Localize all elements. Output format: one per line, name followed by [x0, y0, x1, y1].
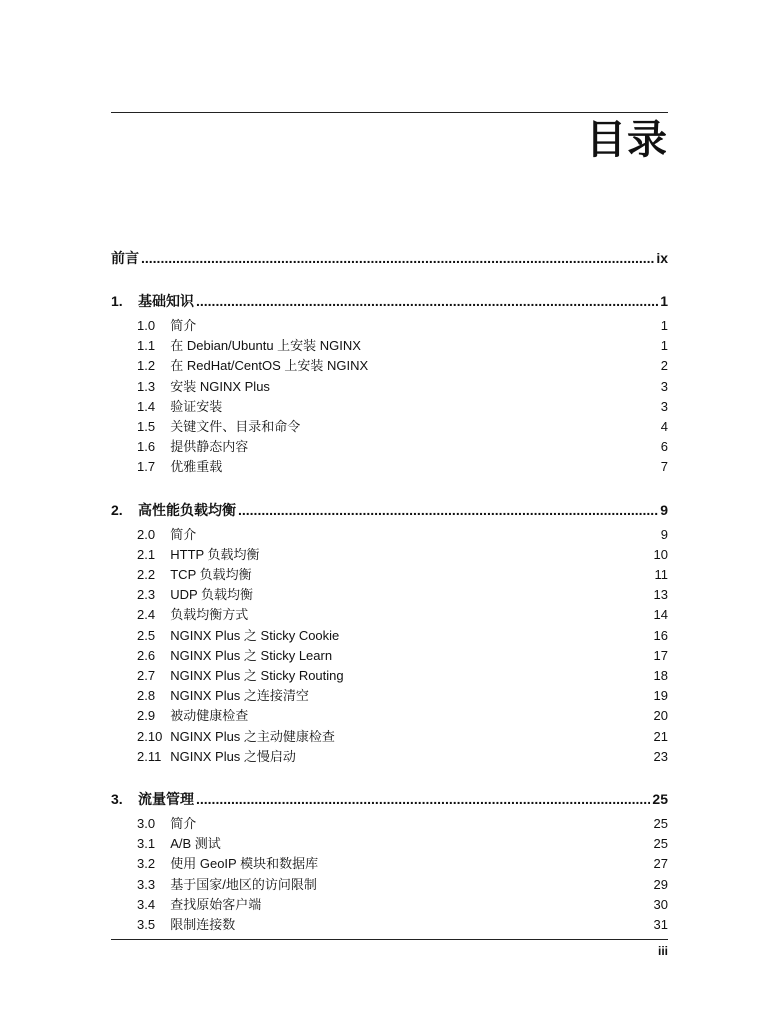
section-title: NGINX Plus 之 Sticky Cookie: [170, 627, 340, 643]
toc-section-entry[interactable]: [137, 626, 668, 646]
chapter-list: [111, 290, 668, 935]
chapter-title: 高性能负载均衡: [138, 501, 236, 518]
section-label: [137, 686, 309, 706]
section-number: 2.3: [137, 587, 156, 603]
page-title: 目录: [586, 118, 668, 162]
section-number: 2.0: [137, 526, 156, 542]
section-label: [137, 545, 260, 565]
toc-section-entry[interactable]: [137, 437, 668, 457]
section-page: 13: [653, 587, 668, 603]
section-title: 被动健康检查: [170, 708, 249, 724]
toc-section-entry[interactable]: [137, 686, 668, 706]
section-page: 3: [660, 398, 668, 414]
toc-section-entry[interactable]: [137, 356, 668, 376]
section-number: 3.2: [137, 856, 156, 872]
section-title: 在 Debian/Ubuntu 上安装 NGINX: [170, 338, 361, 354]
section-label: [137, 437, 248, 457]
section-title: NGINX Plus 之 Sticky Routing: [170, 668, 344, 684]
section-number: 2.2: [137, 567, 156, 583]
section-label: [137, 834, 221, 854]
section-page: 10: [653, 546, 668, 562]
chapter-page: 25: [652, 791, 668, 808]
section-number: 3.3: [137, 876, 156, 892]
toc-section-entry[interactable]: [137, 747, 668, 767]
section-page: 4: [660, 419, 668, 435]
section-page: 11: [654, 567, 668, 583]
section-title: NGINX Plus 之慢启动: [170, 748, 296, 764]
toc-section-entry[interactable]: [137, 457, 668, 477]
section-label: [137, 646, 332, 666]
toc-section-entry[interactable]: [137, 417, 668, 437]
section-list: [137, 814, 668, 935]
toc-section-entry[interactable]: [137, 895, 668, 915]
page-number: iii: [657, 944, 668, 958]
section-label: [137, 525, 196, 545]
toc-section-entry[interactable]: [137, 814, 668, 834]
section-number: 1.6: [137, 439, 156, 455]
section-title: 使用 GeoIP 模块和数据库: [170, 856, 319, 872]
toc-section-entry[interactable]: [137, 666, 668, 686]
section-number: 2.8: [137, 688, 156, 704]
section-number: 1.3: [137, 378, 156, 394]
section-label: [137, 626, 339, 646]
section-label: [137, 397, 222, 417]
chapter-page: 9: [660, 501, 668, 518]
section-title: A/B 测试: [170, 836, 221, 852]
section-number: 2.4: [137, 607, 156, 623]
section-page: 20: [653, 708, 668, 724]
toc-section-entry[interactable]: [137, 646, 668, 666]
section-title: HTTP 负载均衡: [170, 546, 260, 562]
section-title: NGINX Plus 之连接清空: [170, 688, 309, 704]
toc-section-entry[interactable]: [137, 397, 668, 417]
section-page: 27: [653, 856, 668, 872]
section-page: 21: [653, 728, 668, 744]
dot-leader: [196, 290, 658, 312]
section-title: TCP 负载均衡: [170, 567, 252, 583]
section-label: [137, 915, 235, 935]
chapter-number: 3.: [111, 791, 123, 808]
section-number: 1.7: [137, 459, 156, 475]
section-page: 25: [653, 816, 668, 832]
toc-section-entry[interactable]: [137, 545, 668, 565]
dot-leader: [238, 499, 658, 521]
toc-section-entry[interactable]: [137, 854, 668, 874]
section-title: 安装 NGINX Plus: [170, 378, 270, 394]
toc-chapter-entry[interactable]: [111, 499, 668, 521]
section-number: 1.4: [137, 398, 156, 414]
section-label: [137, 814, 196, 834]
chapter-number: 1.: [111, 293, 123, 309]
chapter-title: 基础知识: [138, 293, 194, 309]
section-title: 优雅重载: [170, 459, 223, 475]
toc-section-entry[interactable]: [137, 706, 668, 726]
section-list: [137, 316, 668, 478]
toc-entry-label: 前言: [111, 250, 139, 266]
section-page: 6: [660, 439, 668, 455]
section-label: [137, 666, 344, 686]
section-page: 17: [653, 647, 668, 663]
section-title: UDP 负载均衡: [170, 587, 254, 603]
section-label: [137, 316, 196, 336]
toc-section-entry[interactable]: [137, 834, 668, 854]
section-label: [137, 457, 222, 477]
section-label: [137, 585, 253, 605]
section-number: 2.6: [137, 647, 156, 663]
section-title: 基于国家/地区的访问限制: [170, 876, 317, 892]
section-number: 1.5: [137, 419, 156, 435]
chapter-page: 1: [660, 293, 668, 309]
dot-leader: [196, 788, 650, 810]
section-title: 在 RedHat/CentOS 上安装 NGINX: [170, 358, 369, 374]
section-number: 2.11: [137, 748, 162, 764]
section-title: 简介: [170, 526, 197, 542]
section-label: [137, 854, 318, 874]
toc-section-entry[interactable]: [137, 915, 668, 935]
section-label: [137, 706, 248, 726]
bottom-rule: [111, 939, 668, 940]
section-title: 提供静态内容: [170, 439, 249, 455]
section-page: 31: [653, 917, 668, 933]
toc-section-entry[interactable]: [137, 585, 668, 605]
toc-section-entry[interactable]: [137, 565, 668, 585]
toc-section-entry[interactable]: [137, 377, 668, 397]
chapter-block: [111, 788, 668, 935]
section-label: [137, 417, 300, 437]
chapter-title: 流量管理: [138, 791, 194, 808]
section-list: [137, 525, 668, 767]
section-number: 3.4: [137, 896, 156, 912]
toc-chapter-entry[interactable]: [111, 788, 668, 810]
section-page: 23: [653, 748, 668, 764]
section-page: 18: [653, 668, 668, 684]
section-number: 3.0: [137, 816, 156, 832]
toc-entry-preface[interactable]: [111, 247, 668, 269]
section-number: 1.1: [137, 338, 156, 354]
section-page: 3: [660, 378, 668, 394]
section-title: 简介: [170, 816, 197, 832]
section-number: 2.1: [137, 546, 156, 562]
section-title: 负载均衡方式: [170, 607, 249, 623]
toc-section-entry[interactable]: [137, 727, 668, 747]
section-page: 30: [653, 896, 668, 912]
section-label: [137, 727, 335, 747]
section-page: 29: [653, 876, 668, 892]
section-label: [137, 875, 317, 895]
section-number: 3.5: [137, 917, 156, 933]
section-page: 25: [653, 836, 668, 852]
section-page: 19: [653, 688, 668, 704]
section-label: [137, 747, 296, 767]
toc-section-entry[interactable]: [137, 605, 668, 625]
table-of-contents: [111, 247, 668, 935]
toc-section-entry[interactable]: [137, 316, 668, 336]
section-number: 2.7: [137, 668, 156, 684]
section-label: [137, 605, 248, 625]
toc-section-entry[interactable]: [137, 875, 668, 895]
section-title: NGINX Plus 之 Sticky Learn: [170, 647, 333, 663]
section-title: 限制连接数: [170, 917, 236, 933]
chapter-block: [111, 290, 668, 478]
toc-entry-page: ix: [656, 250, 668, 266]
section-title: 关键文件、目录和命令: [170, 419, 301, 435]
section-page: 16: [653, 627, 668, 643]
toc-section-entry[interactable]: [137, 336, 668, 356]
section-title: 查找原始客户端: [170, 896, 262, 912]
section-label: [137, 377, 270, 397]
section-number: 1.2: [137, 358, 156, 374]
section-page: 1: [660, 318, 668, 333]
top-rule: [111, 112, 668, 113]
section-number: 2.5: [137, 627, 156, 643]
section-label: [137, 356, 368, 376]
toc-section-entry[interactable]: [137, 525, 668, 545]
section-label: [137, 895, 261, 915]
section-page: 14: [653, 607, 668, 623]
section-number: 1.0: [137, 318, 156, 333]
section-title: NGINX Plus 之主动健康检查: [170, 728, 335, 744]
dot-leader: [141, 247, 654, 269]
section-page: 1: [660, 338, 668, 354]
section-label: [137, 336, 361, 356]
section-label: [137, 565, 252, 585]
chapter-number: 2.: [111, 501, 123, 518]
section-title: 验证安装: [170, 398, 223, 414]
section-number: 2.10: [137, 728, 163, 744]
section-number: 2.9: [137, 708, 156, 724]
section-page: 2: [660, 358, 668, 374]
section-number: 3.1: [137, 836, 156, 852]
chapter-block: [111, 499, 668, 767]
section-title: 简介: [170, 318, 197, 333]
section-page: 7: [660, 459, 668, 475]
section-page: 9: [660, 526, 668, 542]
toc-chapter-entry[interactable]: [111, 290, 668, 312]
